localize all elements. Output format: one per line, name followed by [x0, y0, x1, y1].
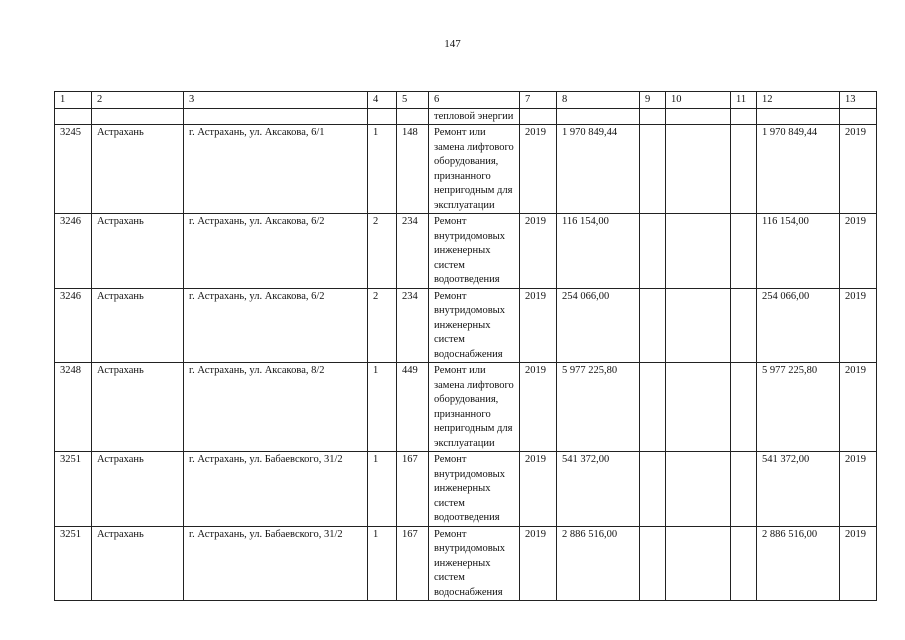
row-id-cell: 3251 [55, 526, 92, 601]
column-number-cell: 3 [184, 92, 368, 109]
row-id-cell: 3246 [55, 214, 92, 289]
column-10-cell [666, 125, 731, 214]
address-cell: г. Астрахань, ул. Аксакова, 6/1 [184, 125, 368, 214]
column-4-cell: 1 [368, 363, 397, 452]
year-cell: 2019 [520, 452, 557, 527]
work-type-cell: Ремонт или замена лифтового оборудования, признанного непригодным для эксплуатации [429, 125, 520, 214]
city-cell: Астрахань [92, 125, 184, 214]
address-cell: г. Астрахань, ул. Аксакова, 8/2 [184, 363, 368, 452]
city-cell: Астрахань [92, 214, 184, 289]
address-cell: г. Астрахань, ул. Бабаевского, 31/2 [184, 452, 368, 527]
cost-total-cell: 254 066,00 [557, 288, 640, 363]
column-number-cell: 8 [557, 92, 640, 109]
column-4-cell: 1 [368, 125, 397, 214]
table-cell [557, 108, 640, 125]
year-cell: 2019 [520, 125, 557, 214]
cost-fund-cell: 5 977 225,80 [757, 363, 840, 452]
work-type-cell: Ремонт внутридомовых инженерных систем водоснабжения [429, 526, 520, 601]
row-id-cell: 3246 [55, 288, 92, 363]
column-number-cell: 2 [92, 92, 184, 109]
completion-year-cell: 2019 [840, 452, 877, 527]
column-11-cell [731, 526, 757, 601]
table-row [55, 125, 877, 214]
column-number-cell: 11 [731, 92, 757, 109]
table-row [55, 363, 877, 452]
column-10-cell [666, 526, 731, 601]
column-number-cell: 10 [666, 92, 731, 109]
column-number-cell: 9 [640, 92, 666, 109]
column-9-cell [640, 125, 666, 214]
column-11-cell [731, 214, 757, 289]
cost-fund-cell: 254 066,00 [757, 288, 840, 363]
table-cell [731, 108, 757, 125]
column-9-cell [640, 452, 666, 527]
column-10-cell [666, 214, 731, 289]
row-id-cell: 3245 [55, 125, 92, 214]
cost-total-cell: 5 977 225,80 [557, 363, 640, 452]
table-cell [184, 108, 368, 125]
cost-total-cell: 2 886 516,00 [557, 526, 640, 601]
column-5-cell: 234 [397, 288, 429, 363]
table-row [55, 526, 877, 601]
column-number-cell: 7 [520, 92, 557, 109]
address-cell: г. Астрахань, ул. Бабаевского, 31/2 [184, 526, 368, 601]
column-9-cell [640, 214, 666, 289]
continuation-row [55, 108, 877, 125]
column-number-cell: 13 [840, 92, 877, 109]
column-10-cell [666, 363, 731, 452]
completion-year-cell: 2019 [840, 526, 877, 601]
work-type-cell: Ремонт или замена лифтового оборудования, признанного непригодным для эксплуатации [429, 363, 520, 452]
completion-year-cell: 2019 [840, 288, 877, 363]
table-cell [92, 108, 184, 125]
column-11-cell [731, 288, 757, 363]
column-5-cell: 148 [397, 125, 429, 214]
cost-total-cell: 1 970 849,44 [557, 125, 640, 214]
year-cell: 2019 [520, 214, 557, 289]
cost-total-cell: 116 154,00 [557, 214, 640, 289]
cost-fund-cell: 116 154,00 [757, 214, 840, 289]
column-4-cell: 2 [368, 214, 397, 289]
column-number-cell: 12 [757, 92, 840, 109]
city-cell: Астрахань [92, 452, 184, 527]
completion-year-cell: 2019 [840, 363, 877, 452]
table-cell [757, 108, 840, 125]
table-row [55, 452, 877, 527]
city-cell: Астрахань [92, 363, 184, 452]
column-5-cell: 167 [397, 452, 429, 527]
row-id-cell: 3251 [55, 452, 92, 527]
registry-table [54, 91, 877, 601]
column-9-cell [640, 526, 666, 601]
table-row [55, 214, 877, 289]
work-type-cell: Ремонт внутридомовых инженерных систем водоотведения [429, 214, 520, 289]
address-cell: г. Астрахань, ул. Аксакова, 6/2 [184, 288, 368, 363]
address-cell: г. Астрахань, ул. Аксакова, 6/2 [184, 214, 368, 289]
completion-year-cell: 2019 [840, 214, 877, 289]
column-11-cell [731, 363, 757, 452]
table-cell [368, 108, 397, 125]
cost-fund-cell: 541 372,00 [757, 452, 840, 527]
table-cell [840, 108, 877, 125]
column-10-cell [666, 452, 731, 527]
column-5-cell: 449 [397, 363, 429, 452]
column-4-cell: 1 [368, 526, 397, 601]
table-row [55, 288, 877, 363]
column-5-cell: 167 [397, 526, 429, 601]
table-cell [520, 108, 557, 125]
table-cell [640, 108, 666, 125]
column-9-cell [640, 363, 666, 452]
completion-year-cell: 2019 [840, 125, 877, 214]
city-cell: Астрахань [92, 526, 184, 601]
city-cell: Астрахань [92, 288, 184, 363]
column-number-row [55, 92, 877, 109]
table-cell [55, 108, 92, 125]
cost-fund-cell: 1 970 849,44 [757, 125, 840, 214]
row-id-cell: 3248 [55, 363, 92, 452]
work-type-cell: Ремонт внутридомовых инженерных систем водоотведения [429, 452, 520, 527]
work-type-continuation: тепловой энергии [429, 108, 520, 125]
column-11-cell [731, 452, 757, 527]
cost-total-cell: 541 372,00 [557, 452, 640, 527]
column-number-cell: 5 [397, 92, 429, 109]
column-11-cell [731, 125, 757, 214]
year-cell: 2019 [520, 526, 557, 601]
column-4-cell: 2 [368, 288, 397, 363]
work-type-cell: Ремонт внутридомовых инженерных систем водоснабжения [429, 288, 520, 363]
page-number: 147 [444, 38, 461, 50]
table-cell [397, 108, 429, 125]
column-number-cell: 6 [429, 92, 520, 109]
column-number-cell: 4 [368, 92, 397, 109]
column-4-cell: 1 [368, 452, 397, 527]
column-10-cell [666, 288, 731, 363]
column-9-cell [640, 288, 666, 363]
table-cell [666, 108, 731, 125]
column-5-cell: 234 [397, 214, 429, 289]
cost-fund-cell: 2 886 516,00 [757, 526, 840, 601]
year-cell: 2019 [520, 288, 557, 363]
year-cell: 2019 [520, 363, 557, 452]
column-number-cell: 1 [55, 92, 92, 109]
